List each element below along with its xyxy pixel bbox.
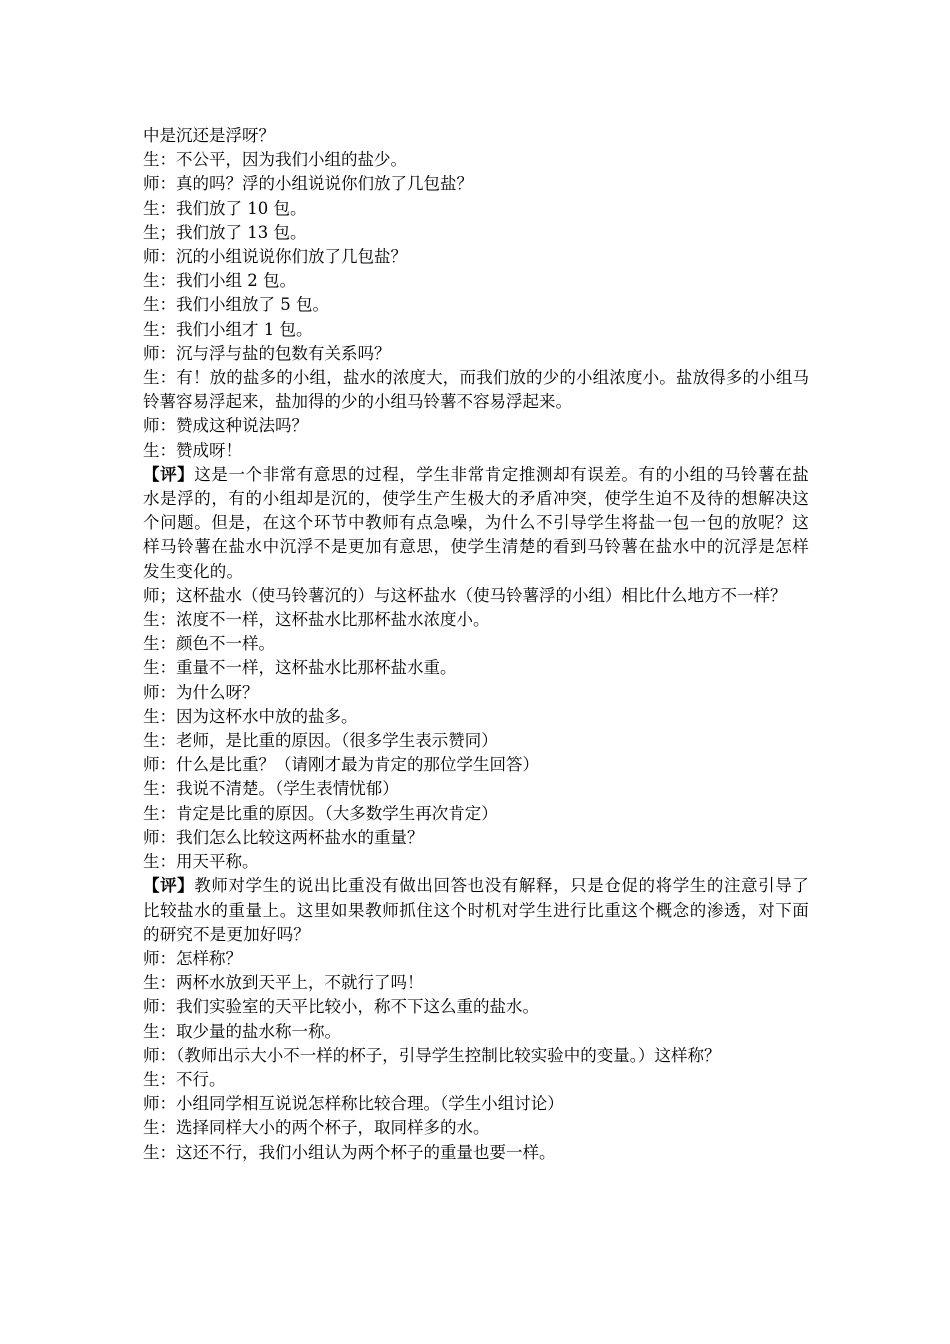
review-tag: 【评】 — [143, 464, 195, 484]
review-text: 教师对学生的说出比重没有做出回答也没有解释，只是仓促的将学生的注意引导了比较盐水的重量上。这里如果教师抓住这个时机对学生进行比重这个概念的渗透，对下面的研究不是更加好吗？ — [143, 876, 809, 944]
dialogue-line: 生：浓度不一样，这杯盐水比那杯盐水浓度小。 — [143, 610, 490, 630]
dialogue-line: 师：赞成这种说法吗？ — [143, 416, 308, 436]
dialogue-line: 生：我们小组放了 5 包。 — [143, 295, 329, 315]
dialogue-line: 师：怎样称？ — [143, 948, 242, 968]
dialogue-line: 中是沉还是浮呀？ — [143, 126, 275, 145]
dialogue-line: 生：不公平，因为我们小组的盐少。 — [143, 150, 407, 170]
dialogue-line: 生：颜色不一样。 — [143, 634, 275, 654]
dialogue-line: 生：两杯水放到天平上，不就行了吗！ — [143, 973, 424, 993]
dialogue-line: 生：选择同样大小的两个杯子，取同样多的水。 — [143, 1118, 490, 1138]
dialogue-line: 生：老师，是比重的原因。（很多学生表示赞同） — [143, 731, 498, 751]
dialogue-line: 师：什么是比重？（请刚才最为肯定的那位学生回答） — [143, 755, 539, 775]
dialogue-line: 师：小组同学相互说说怎样称比较合理。（学生小组讨论） — [143, 1094, 564, 1114]
dialogue-line: 生：肯定是比重的原因。（大多数学生再次肯定） — [143, 803, 498, 823]
dialogue-line: 师：我们实验室的天平比较小，称不下这么重的盐水。 — [143, 997, 539, 1017]
dialogue-line: 生：我说不清楚。（学生表情忧郁） — [143, 779, 399, 799]
dialogue-line: 师：真的吗？浮的小组说说你们放了几包盐？ — [143, 174, 473, 194]
dialogue-line: 师：我们怎么比较这两杯盐水的重量？ — [143, 827, 424, 847]
dialogue-line: 师：沉与浮与盐的包数有关系吗？ — [143, 343, 391, 363]
review-text: 这是一个非常有意思的过程，学生非常肯定推测却有误差。有的小组的马铃薯在盐水是浮的，有的小组却是沉的，使学生产生极大的矛盾冲突，使学生迫不及待的想解决这个问题。但是，在这个环节中教师有点急噪，为什么不引导学生将盐一包一包的放呢？这样马铃薯在盐水中沉浮不是更加有意思，使学生清楚的看到马铃薯在盐水中的沉浮是怎样发生变化的。 — [143, 464, 809, 581]
dialogue-line: 生：重量不一样，这杯盐水比那杯盐水重。 — [143, 658, 457, 678]
document-body — [143, 124, 809, 1165]
dialogue-line: 师：（教师出示大小不一样的杯子，引导学生控制比较实验中的变量。）这样称？ — [143, 1045, 721, 1065]
review-comment — [143, 463, 809, 584]
dialogue-line: 生：用天平称。 — [143, 852, 259, 872]
dialogue-line: 生：我们放了 10 包。 — [143, 198, 307, 218]
dialogue-line: 生：我们小组 2 包。 — [143, 271, 296, 291]
review-comment — [143, 874, 809, 947]
dialogue-line: 生：取少量的盐水称一称。 — [143, 1021, 341, 1041]
dialogue-line: 师：沉的小组说说你们放了几包盐？ — [143, 247, 407, 267]
dialogue-line: 生：这还不行，我们小组认为两个杯子的重量也要一样。 — [143, 1142, 556, 1162]
dialogue-line: 生：因为这杯水中放的盐多。 — [143, 706, 358, 726]
dialogue-line: 师；这杯盐水（使马铃薯沉的）与这杯盐水（使马铃薯浮的小组）相比什么地方不一样？ — [143, 585, 787, 605]
dialogue-line: 生；我们放了 13 包。 — [143, 222, 307, 242]
dialogue-line: 师：为什么呀？ — [143, 682, 259, 702]
review-tag: 【评】 — [143, 876, 195, 896]
dialogue-line: 生：我们小组才 1 包。 — [143, 319, 313, 339]
dialogue-line: 生：有！放的盐多的小组，盐水的浓度大，而我们放的少的小组浓度小。盐放得多的小组马铃薯容易浮起来，盐加得的少的小组马铃薯不容易浮起来。 — [143, 368, 809, 412]
dialogue-line: 生：不行。 — [143, 1069, 226, 1089]
dialogue-line: 生：赞成呀！ — [143, 440, 242, 460]
